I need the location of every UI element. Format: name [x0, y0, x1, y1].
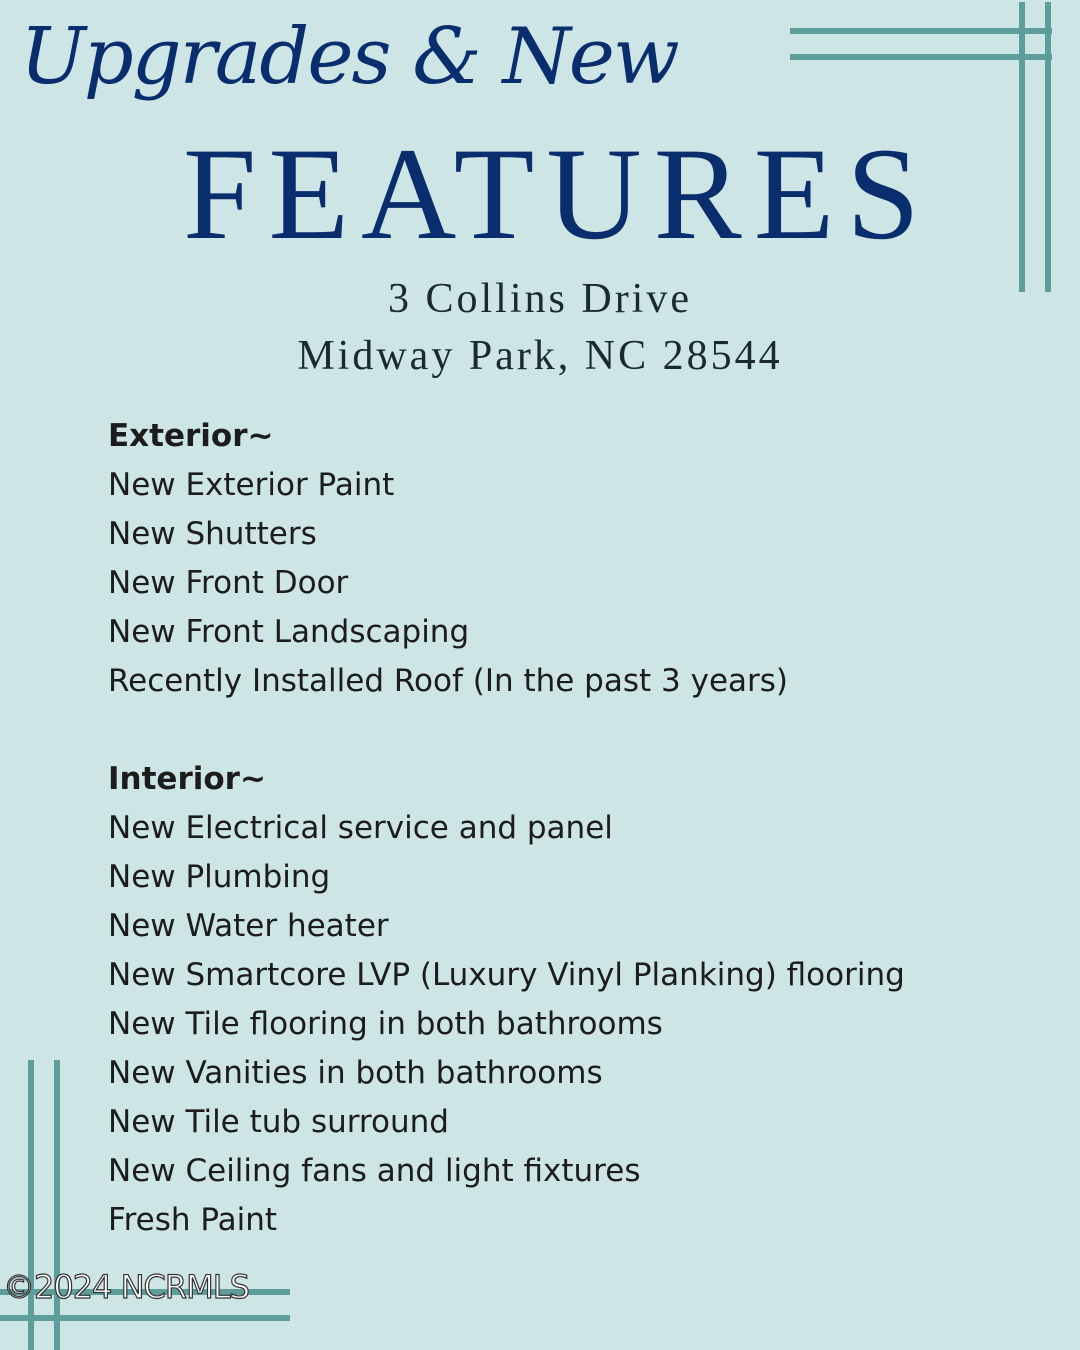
features-list — [108, 412, 905, 1245]
frame-line-bottom-2 — [0, 1315, 290, 1321]
list-item: New Tile flooring in both bathrooms — [108, 1006, 663, 1042]
list-item: New Water heater — [108, 908, 389, 944]
list-item: New Exterior Paint — [108, 467, 395, 503]
address-line-2: Midway Park, NC 28544 — [297, 333, 783, 379]
frame-line-left-1 — [28, 1060, 34, 1350]
list-item: New Tile tub surround — [108, 1104, 449, 1140]
list-item: New Shutters — [108, 516, 317, 552]
list-item: New Smartcore LVP (Luxury Vinyl Planking) flooring — [108, 957, 905, 993]
exterior-heading: Exterior~ — [108, 418, 274, 454]
list-item: Fresh Paint — [108, 1202, 278, 1238]
list-item: Recently Installed Roof (In the past 3 years) — [108, 663, 789, 699]
list-item: New Front Landscaping — [108, 614, 470, 650]
script-title: Upgrades & New — [20, 12, 678, 102]
frame-line-top-1 — [790, 28, 1052, 34]
frame-line-left-2 — [54, 1060, 60, 1350]
list-item: New Ceiling fans and light fixtures — [108, 1153, 641, 1189]
copyright-watermark: ©2024 NCRMLS — [3, 1268, 249, 1306]
page-title: FEATURES — [183, 120, 932, 267]
list-item: New Plumbing — [108, 859, 331, 895]
list-item: New Electrical service and panel — [108, 810, 613, 846]
address-line-1: 3 Collins Drive — [388, 276, 692, 322]
list-item: New Vanities in both bathrooms — [108, 1055, 603, 1091]
section-spacer — [108, 706, 905, 755]
frame-line-right-1 — [1019, 2, 1025, 292]
frame-line-top-2 — [790, 54, 1052, 60]
frame-line-right-2 — [1045, 2, 1051, 292]
list-item: New Front Door — [108, 565, 349, 601]
interior-heading: Interior~ — [108, 761, 266, 797]
